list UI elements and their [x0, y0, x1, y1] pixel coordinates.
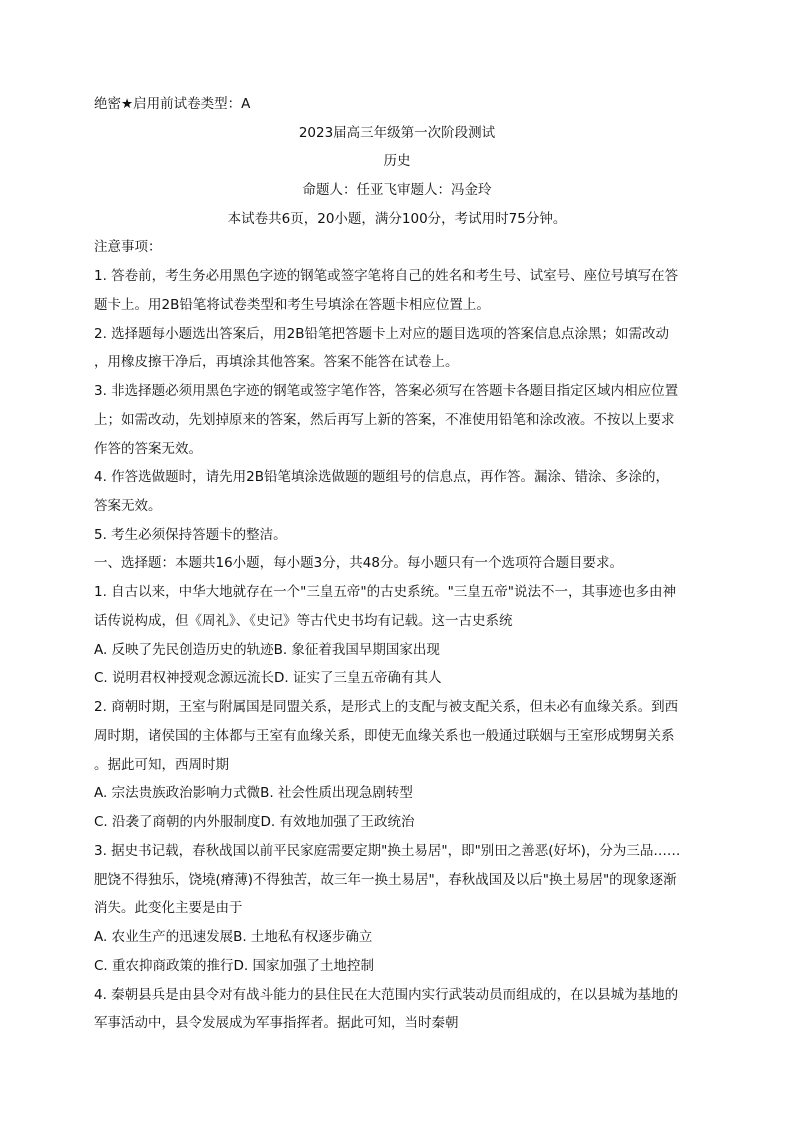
question-line: 2. 商朝时期，王室与附属国是同盟关系，是形式上的支配与被支配关系，但未必有血缘关系。到西 [94, 699, 679, 715]
exam-title: 2023届高三年级第一次阶段测试 [298, 125, 496, 141]
notes-heading: 注意事项： [94, 239, 162, 255]
option-line: A. 农业生产的迅速发展B. 土地私有权逐步确立 [94, 929, 373, 945]
question-line: 。据此可知，西周时期 [94, 757, 229, 773]
question-line: 周时期，诸侯国的主体都与王室有血缘关系，即使无血缘关系也一般通过联姻与王室形成甥舅关系 [94, 728, 675, 744]
notes-line: 作答的答案无效。 [94, 441, 202, 457]
notes-line: 2. 选择题每小题选出答案后，用2B铅笔把答题卡上对应的题目选项的答案信息点涂黑；如需改动 [94, 326, 670, 342]
secret-label: 绝密★启用前试卷类型：A [94, 96, 251, 112]
notes-line: 题卡上。用2B铅笔将试卷类型和考生号填涂在答题卡相应位置上。 [94, 297, 490, 313]
option-line: C. 沿袭了商朝的内外服制度D. 有效地加强了王政统治 [94, 814, 415, 830]
question-line: 话传说构成，但《周礼》、《史记》等古代史书均有记载。这一古史系统 [94, 613, 513, 629]
section-heading: 一、选择题：本题共16小题，每小题3分，共48分。每小题只有一个选项符合题目要求。 [94, 555, 623, 571]
exam-info: 本试卷共6页，20小题，满分100分，考试用时75分钟。 [227, 211, 567, 227]
notes-line: 3. 非选择题必须用黑色字迹的钢笔或签字笔作答，答案必须写在答题卡各题目指定区域内相应位置 [94, 383, 679, 399]
subject-title: 历史 [383, 153, 411, 169]
notes-line: 上；如需改动，先划掉原来的答案，然后再写上新的答案，不准使用铅笔和涂改液。不按以上要求 [94, 412, 675, 428]
notes-line: ，用橡皮擦干净后，再填涂其他答案。答案不能答在试卷上。 [94, 354, 459, 370]
option-line: A. 反映了先民创造历史的轨迹B. 象征着我国早期国家出现 [94, 642, 440, 658]
notes-line: 答案无效。 [94, 498, 162, 514]
notes-line: 5. 考生必须保持答题卡的整洁。 [94, 527, 287, 543]
authors-line: 命题人：任亚飞审题人：冯金玲 [302, 182, 492, 198]
option-line: C. 重农抑商政策的推行D. 国家加强了土地控制 [94, 958, 374, 974]
option-line: C. 说明君权神授观念源远流长D. 证实了三皇五帝确有其人 [94, 670, 442, 686]
option-line: A. 宗法贵族政治影响力式微B. 社会性质出现急剧转型 [94, 785, 413, 801]
notes-line: 1. 答卷前，考生务必用黑色字迹的钢笔或签字笔将自己的姓名和考生号、试室号、座位号填写在答 [94, 268, 679, 284]
question-line: 4. 秦朝县兵是由县令对有战斗能力的县住民在大范围内实行武装动员而组成的，在以县城为基地的 [94, 987, 679, 1003]
question-line: 军事活动中，县令发展成为军事指挥者。据此可知，当时秦朝 [94, 1015, 459, 1031]
notes-line: 4. 作答选做题时，请先用2B铅笔填涂选做题的题组号的信息点，再作答。漏涂、错涂、多涂的， [94, 469, 670, 485]
question-line: 1. 自古以来，中华大地就存在一个"三皇五帝"的古史系统。"三皇五帝"说法不一，其事迹也多由神 [94, 584, 677, 600]
question-line: 肥饶不得独乐，饶墝(瘠薄)不得独苦，故三年一换土易居"，春秋战国及以后"换土易居"的现象逐渐 [94, 872, 677, 888]
question-line: 消失。此变化主要是由于 [94, 900, 243, 916]
question-line: 3. 据史书记载，春秋战国以前平民家庭需要定期"换土易居"，即"别田之善恶(好坏)，分为三品…… [94, 843, 681, 859]
